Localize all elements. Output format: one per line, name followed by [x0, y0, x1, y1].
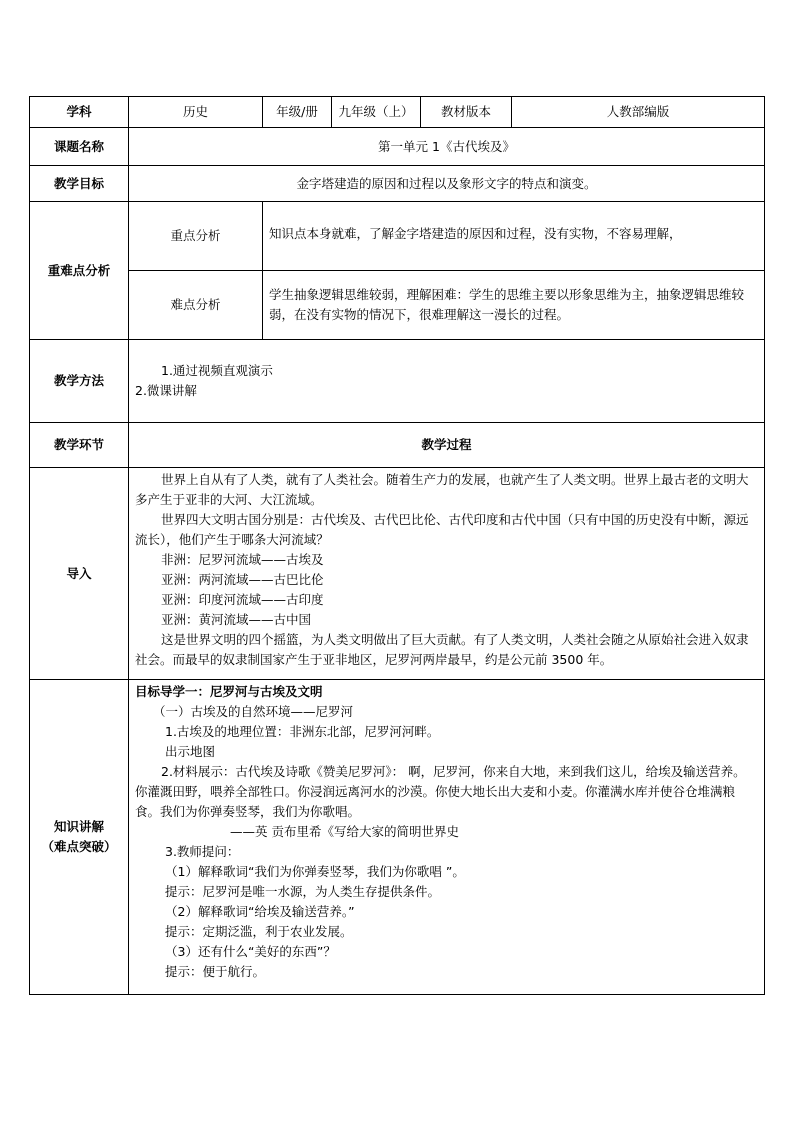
subject-value: 历史	[129, 97, 263, 128]
edition-label: 教材版本	[421, 97, 512, 128]
goal-value: 金字塔建造的原因和过程以及象形文字的特点和演变。	[129, 166, 765, 202]
knowledge-heading: 目标导学一：尼罗河与古埃及文明	[135, 684, 323, 699]
knowledge-row	[30, 680, 765, 995]
subject-label: 学科	[30, 97, 129, 128]
process-label: 教学过程	[129, 423, 765, 468]
knowledge-text-11: 提示：便于航行。	[165, 964, 266, 979]
header-row	[30, 97, 765, 128]
analysis-label: 重难点分析	[30, 202, 129, 340]
key-value: 知识点本身就难，了解金字塔建造的原因和过程，没有实物，不容易理解，	[263, 202, 765, 271]
knowledge-poem: 2.材料展示：古代埃及诗歌《赞美尼罗河》： 啊，尼罗河，你来自大地，来到我们这儿，给埃及输送营养。你灌溉田野，喂养全部牲口。你浸润远离河水的沙漠。你使大地长出大麦和小麦。你灌满水库并使谷仓堆满粮食。我们为你弹奏竖琴，我们为你歌唱。	[135, 764, 746, 819]
knowledge-source: ——英 贡布里希《写给大家的简明世界史	[230, 824, 459, 839]
intro-para-1: 世界上自从有了人类，就有了人类社会。随着生产力的发展，也就产生了人类文明。世界上最古老的文明大多产生于亚非的大河、大江流域。	[135, 472, 749, 507]
method-item-2: 2.微课讲解	[135, 383, 197, 398]
stage-row	[30, 423, 765, 468]
knowledge-text-7: 提示：尼罗河是唯一水源，为人类生存提供条件。	[165, 884, 441, 899]
method-label: 教学方法	[30, 340, 129, 423]
knowledge-label: 知识讲解	[53, 819, 104, 834]
goal-label: 教学目标	[30, 166, 129, 202]
intro-cell	[129, 468, 765, 680]
knowledge-text-5: 3.教师提问：	[165, 844, 240, 859]
knowledge-label-cell	[30, 680, 129, 995]
knowledge-sublabel: （难点突破）	[41, 839, 117, 854]
intro-line-3: 亚洲：印度河流域——古印度	[161, 592, 324, 607]
knowledge-subheading: （一）古埃及的自然环境——尼罗河	[153, 704, 354, 719]
knowledge-cell	[129, 680, 765, 995]
intro-para-2: 世界四大文明古国分别是：古代埃及、古代巴比伦、古代印度和古代中国（只有中国的历史没有中断，源远流长），他们产生于哪条大河流域？	[135, 512, 749, 547]
edition-value: 人教部编版	[512, 97, 765, 128]
knowledge-text-9: 提示：定期泛滥，利于农业发展。	[165, 924, 353, 939]
intro-row	[30, 468, 765, 680]
knowledge-text-1: 1.古埃及的地理位置：非洲东北部，尼罗河河畔。	[165, 724, 440, 739]
topic-label: 课题名称	[30, 128, 129, 166]
knowledge-text-8: （2）解释歌词“给埃及输送营养。”	[165, 904, 355, 919]
intro-para-3: 这是世界文明的四个摇篮，为人类文明做出了巨大贡献。有了人类文明，人类社会随之从原始社会进入奴隶社会。而最早的奴隶制国家产生于亚非地区，尼罗河两岸最早，约是公元前 3500 年。	[135, 632, 749, 667]
diff-label: 难点分析	[129, 271, 263, 340]
knowledge-text-2: 出示地图	[165, 744, 216, 759]
knowledge-text-6: （1）解释歌词“我们为你弹奏竖琴，我们为你歌唱 ”。	[165, 864, 465, 879]
knowledge-text-10: （3）还有什么“美好的东西”？	[165, 944, 336, 959]
key-point-row	[30, 202, 765, 271]
method-row	[30, 340, 765, 423]
diff-value: 学生抽象逻辑思维较弱，理解困难：学生的思维主要以形象思维为主，抽象逻辑思维较弱，在没有实物的情况下，很难理解这一漫长的过程。	[263, 271, 765, 340]
topic-row	[30, 128, 765, 166]
method-item-1: 1.通过视频直观演示	[161, 363, 273, 378]
intro-line-4: 亚洲：黄河流域——古中国	[161, 612, 312, 627]
key-label: 重点分析	[129, 202, 263, 271]
intro-label: 导入	[30, 468, 129, 680]
lesson-plan-table	[29, 96, 765, 995]
goal-row	[30, 166, 765, 202]
intro-line-2: 亚洲：两河流域——古巴比伦	[161, 572, 324, 587]
difficulty-row	[30, 271, 765, 340]
stage-label: 教学环节	[30, 423, 129, 468]
method-cell	[129, 340, 765, 423]
intro-line-1: 非洲：尼罗河流域——古埃及	[161, 552, 324, 567]
grade-value: 九年级（上）	[332, 97, 421, 128]
topic-value: 第一单元 1《古代埃及》	[129, 128, 765, 166]
grade-label: 年级/册	[263, 97, 332, 128]
